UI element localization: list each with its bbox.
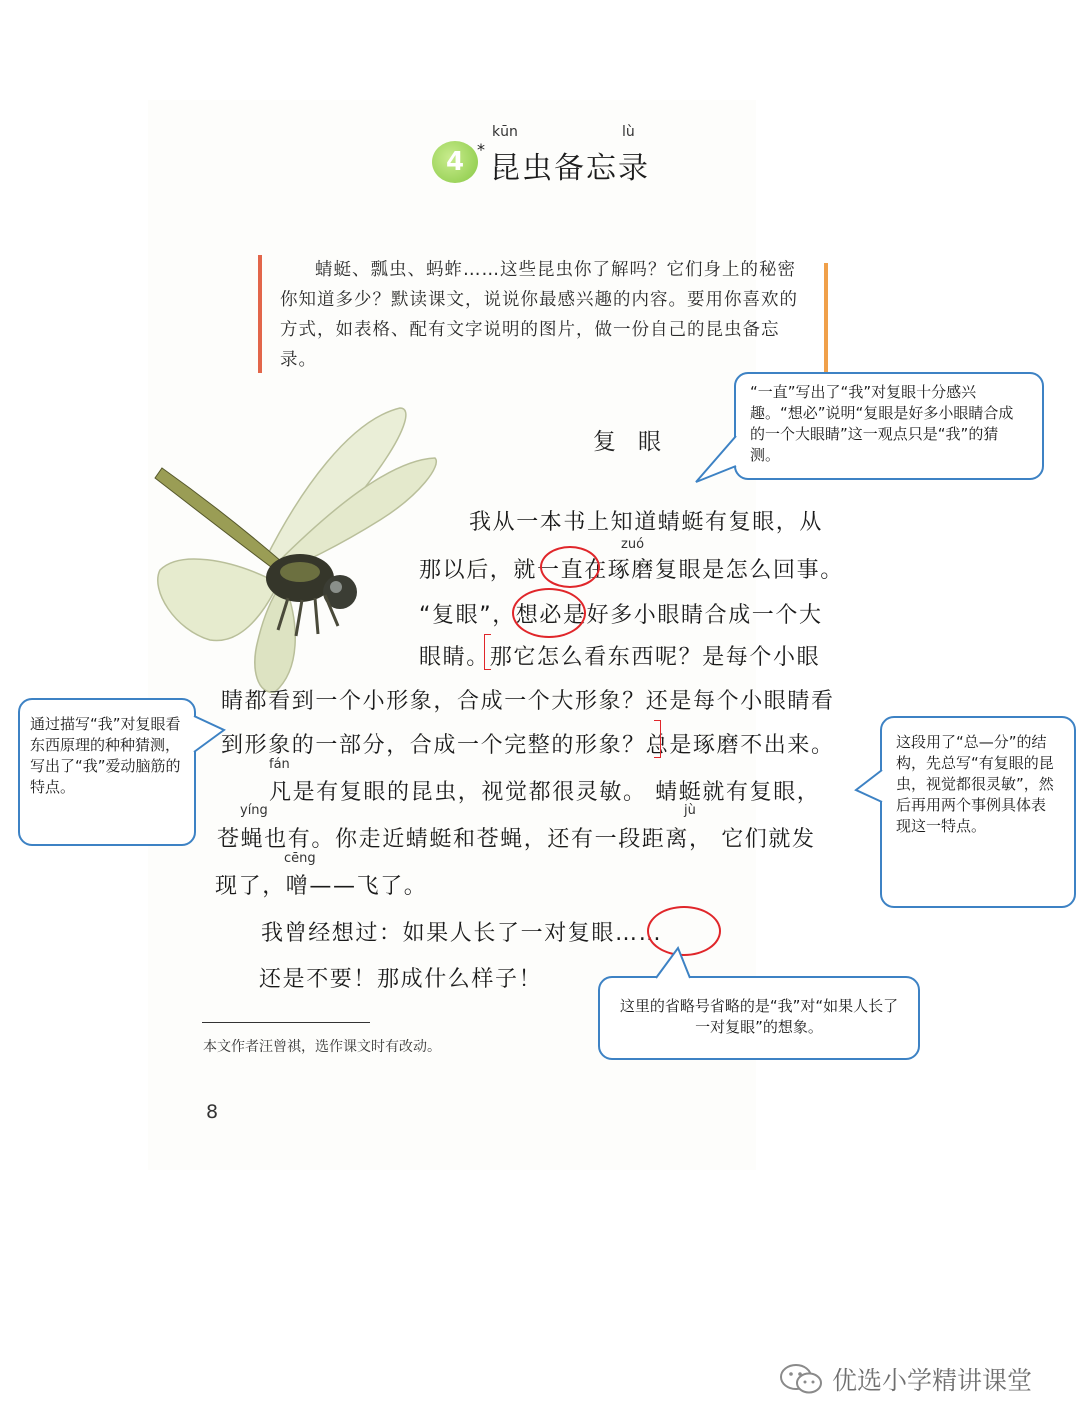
- lesson-title: 昆虫备忘录: [490, 151, 650, 186]
- pinyin-fan: fán: [269, 757, 290, 772]
- lesson-number: 4: [445, 147, 465, 177]
- pinyin-ceng: cēng: [284, 851, 316, 866]
- annotation-left: [18, 698, 196, 846]
- pinyin-ju: jù: [684, 803, 696, 818]
- section-title: 复眼: [593, 429, 683, 455]
- annotation-bottom-tail: [642, 946, 702, 980]
- body-line-6: 到形象的一部分，合成一个完整的形象？总是琢磨不出来。: [221, 733, 835, 758]
- footnote: 本文作者汪曾祺，选作课文时有改动。: [203, 1039, 441, 1055]
- watermark-text: 优选小学精讲课堂: [832, 1366, 1033, 1395]
- annotation-left-tail: [192, 712, 228, 762]
- annotation-right: [880, 716, 1076, 908]
- wechat-watermark: [778, 1361, 1032, 1397]
- body-line-9: 现了，噌——飞了。: [215, 874, 428, 899]
- prereading-box: [258, 255, 828, 375]
- bracket-close-mark: [654, 720, 661, 758]
- body-line-2: 那以后，就一直在琢磨复眼是怎么回事。: [419, 558, 844, 583]
- prereading-right-bar: [824, 263, 828, 373]
- annotation-right-tail: [854, 768, 884, 808]
- pinyin-kun: kūn: [492, 124, 518, 140]
- page-number: 8: [206, 1101, 219, 1123]
- annotation-bottom: [598, 976, 920, 1060]
- footnote-rule: [202, 1022, 370, 1023]
- body-line-5: 睛都看到一个小形象，合成一个大形象？还是每个小眼睛看: [221, 689, 835, 714]
- body-line-3: “复眼”，想必是好多小眼睛合成一个大: [419, 603, 823, 628]
- dragonfly-illustration: [150, 400, 440, 700]
- body-line-10: 我曾经想过：如果人长了一对复眼……: [261, 921, 663, 946]
- annotation-top-right-tail: [690, 430, 750, 490]
- pinyin-ying: yíng: [240, 803, 268, 818]
- body-line-11: 还是不要！那成什么样子！: [259, 967, 543, 992]
- body-line-4: 眼睛。那它怎么看东西呢？是每个小眼: [419, 645, 821, 670]
- annotation-left-text: 通过描写“我”对复眼看东西原理的种种猜测，写出了“我”爱动脑筋的特点。: [30, 715, 181, 796]
- circle-mark-xiangbi: [512, 588, 586, 638]
- annotation-right-text: 这段用了“总—分”的结构，先总写“有复眼的昆虫，视觉都很灵敏”，然后再用两个事例具体表现这一特点。: [896, 733, 1054, 835]
- wechat-icon: [778, 1362, 824, 1396]
- pinyin-zuo: zuó: [621, 537, 645, 552]
- annotation-bottom-text: 这里的省略号省略的是“我”对“如果人长了一对复眼”的想象。: [619, 997, 899, 1036]
- body-line-8: 苍蝇也有。你走近蜻蜓和苍蝇，还有一段距离， 它们就发: [217, 827, 816, 852]
- annotation-top-right: [734, 372, 1044, 480]
- body-line-1: 我从一本书上知道蜻蜓有复眼，从: [469, 510, 824, 535]
- self-study-mark: *: [477, 140, 485, 159]
- bracket-open-mark: [484, 634, 491, 670]
- lesson-number-badge: [432, 141, 478, 183]
- prereading-left-bar: [258, 255, 262, 373]
- annotation-top-right-text: “一直”写出了“我”对复眼十分感兴趣。“想必”说明“复眼是好多小眼睛合成的一个大眼睛”这一观点只是“我”的猜测。: [750, 383, 1014, 464]
- prereading-text: 蜻蜓、瓢虫、蚂蚱……这些昆虫你了解吗？它们身上的秘密你知道多少？默读课文，说说你最感兴趣的内容。要用你喜欢的方式，如表格、配有文字说明的图片，做一份自己的昆虫备忘录。: [280, 260, 798, 370]
- circle-mark-yizhi: [540, 546, 600, 588]
- pinyin-lu: lù: [622, 124, 635, 140]
- body-line-7: 凡是有复眼的昆虫，视觉都很灵敏。 蜻蜓就有复眼，: [269, 780, 821, 805]
